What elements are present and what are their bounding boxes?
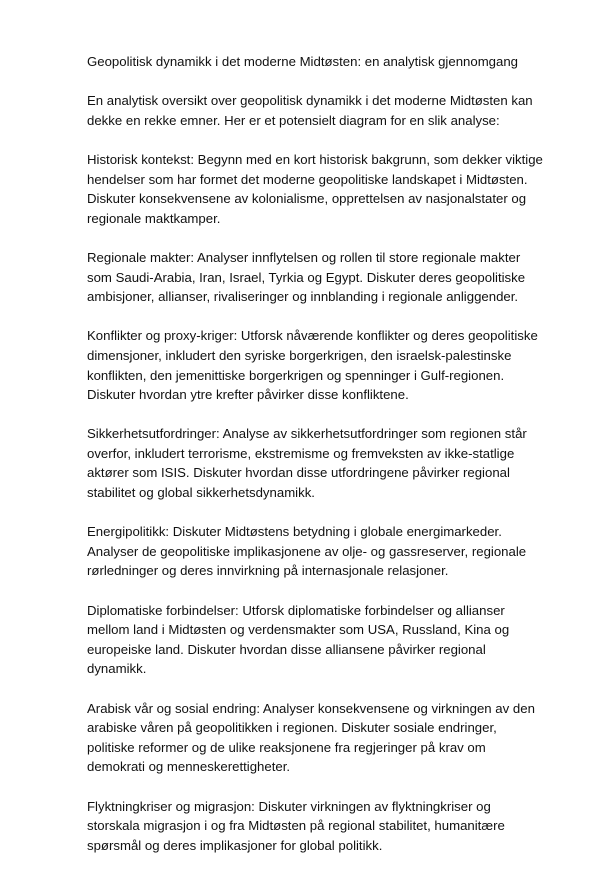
section-regional-powers: Regionale makter: Analyser innflytelsen og rollen til store regionale makter som Saudi-Arabia, Iran, Israel, Tyrkia og Egypt. Diskuter deres geopolitiske ambisjoner, allianser, rivaliseringer og innblanding i regionale anliggender. (87, 249, 526, 305)
intro-paragraph: En analytisk oversikt over geopolitisk dynamikk i det moderne Midtøsten kan dekke en rekke emner. Her er et potensielt diagram for en slik analyse: (87, 93, 533, 128)
section-historical-context: Historisk kontekst: Begynn med en kort historisk bakgrunn, som dekker viktige hendelser som har formet det moderne geopolitiske landskapet i Midtøsten. Diskuter konsekvensene av kolonialisme, opprettelsen av nasjonalstater og regionale maktkamper. (87, 151, 543, 226)
section-conflicts-proxy-wars: Konflikter og proxy-kriger: Utforsk nåværende konflikter og deres geopolitiske dimensjoner, inkludert den syriske borgerkrigen, den israelsk-palestinske konflikten, den jemenittiske borgerkrigen og spenninger i Gulf-regionen. Diskuter hvordan ytre krefter påvirker disse konfliktene. (87, 328, 538, 403)
document-title: Geopolitisk dynamikk i det moderne Midtøsten: en analytisk gjennomgang (87, 54, 519, 69)
section-diplomatic-relations: Diplomatiske forbindelser: Utforsk diplomatiske forbindelser og allianser mellom land i Midtøsten og verdensmakter som USA, Russland, Kina og europeiske land. Diskuter hvordan disse alliansene påvirker regional dynamikk. (87, 602, 510, 677)
section-energy-politics: Energipolitikk: Diskuter Midtøstens betydning i globale energimarkeder. Analyser de geopolitiske implikasjonene av olje- og gassreserver, regionale rørledninger og deres innvirkning på internasjonale relasjoner. (87, 524, 527, 579)
document-body (87, 52, 547, 875)
section-refugee-crises: Flyktningkriser og migrasjon: Diskuter virkningen av flyktningkriser og storskala migrasjon i og fra Midtøsten på regional stabilitet, humanitære spørsmål og deres implikasjoner for global politikk. (87, 798, 505, 853)
section-security-challenges: Sikkerhetsutfordringer: Analyse av sikkerhetsutfordringer som regionen står overfor, inkludert terrorisme, ekstremisme og fremveksten av ikke-statlige aktører som ISIS. Diskuter hvordan disse utfordringene påvirker regional stabilitet og global sikkerhetsdynamikk. (87, 426, 527, 501)
section-arab-spring: Arabisk vår og sosial endring: Analyser konsekvensene og virkningen av den arabiske våren på geopolitikken i regionen. Diskuter sosiale endringer, politiske reformer og de ulike reaksjonene fra regjeringer på krav om demokrati og menneskerettigheter. (87, 700, 535, 775)
